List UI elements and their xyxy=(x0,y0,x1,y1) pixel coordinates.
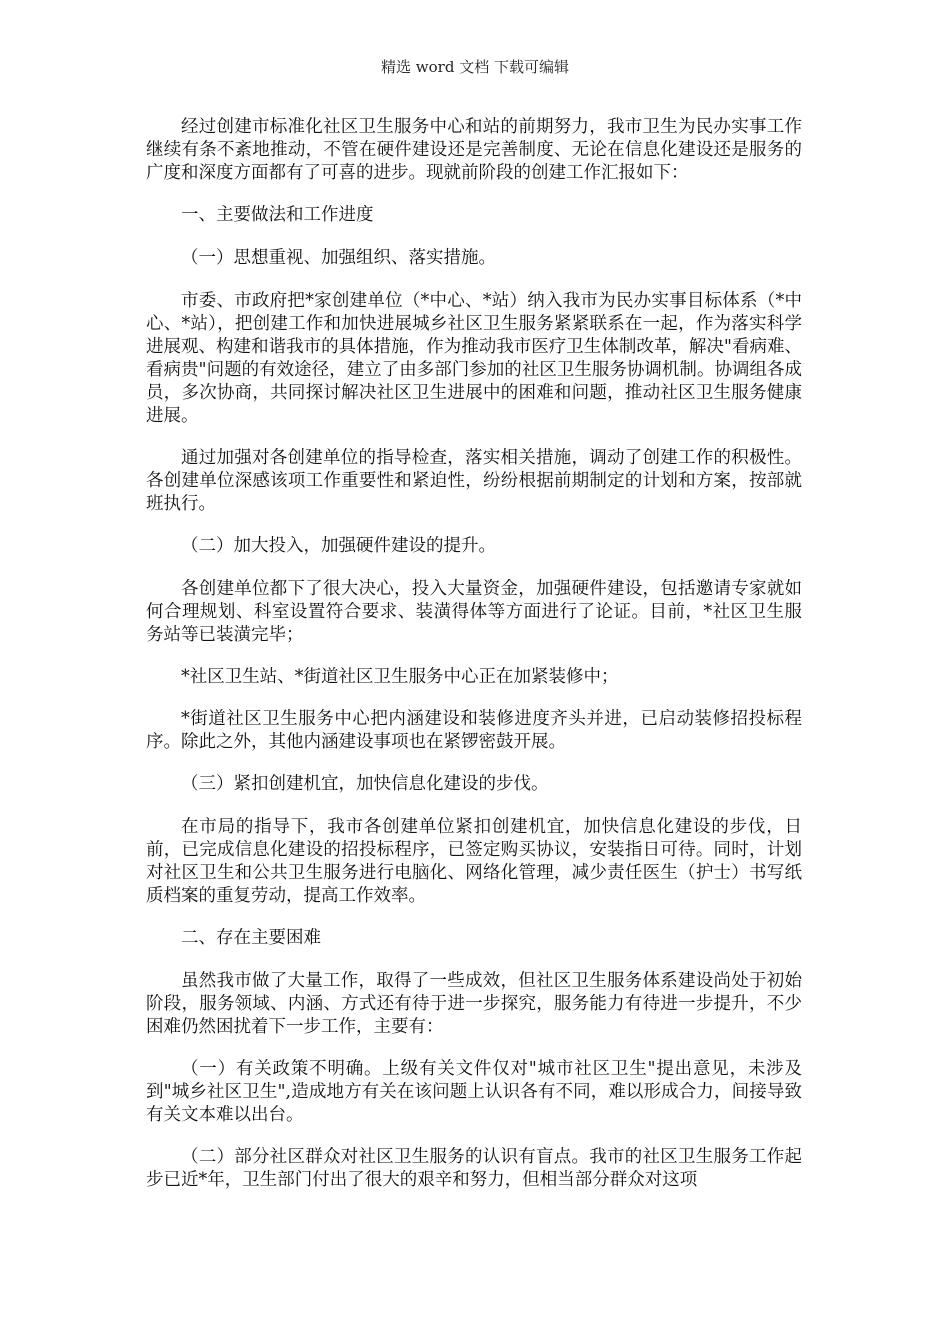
body-paragraph: （二）部分社区群众对社区卫生服务的认识有盲点。我市的社区卫生服务工作起步已近*年，卫生部门付出了很大的艰辛和努力，但相当部分群众对这项 xyxy=(146,1147,802,1190)
subsection-heading-1-1: （一）思想重视、加强组织、落实措施。 xyxy=(181,248,496,268)
body-paragraph: *街道社区卫生服务中心把内涵建设和装修进度齐头并进，已启动装修招投标程序。除此之外，其他内涵建设事项也在紧锣密鼓开展。 xyxy=(146,709,802,752)
section-heading-2: 二、存在主要困难 xyxy=(181,928,321,948)
body-paragraph: 各创建单位都下了很大决心，投入大量资金，加强硬件建设，包括邀请专家就如何合理规划、科室设置符合要求、装潢得体等方面进行了论证。目前，*社区卫生服务站等已装潢完毕； xyxy=(146,579,802,645)
intro-paragraph: 经过创建市标准化社区卫生服务中心和站的前期努力，我市卫生为民办实事工作继续有条不紊地推动，不管在硬件建设还是完善制度、无论在信息化建设还是服务的广度和深度方面都有了可喜的进步。现就前阶段的创建工作汇报如下： xyxy=(146,117,802,183)
body-paragraph: 市委、市政府把*家创建单位（*中心、*站）纳入我市为民办实事目标体系（*中心、*站），把创建工作和加快进展城乡社区卫生服务紧紧联系在一起，作为落实科学进展观、构建和谐我市的具体措施，作为推动我市医疗卫生体制改革，解决"看病难、看病贵"问题的有效途径，建立了由多部门参加的社区卫生服务协调机制。协调组各成员，多次协商，共同探讨解决社区卫生进展中的困难和问题，推动社区卫生服务健康进展。 xyxy=(146,291,802,426)
page-header: 精选 word 文档 下载可编辑 xyxy=(381,58,569,76)
subsection-heading-1-3: （三）紧扣创建机宜，加快信息化建设的步伐。 xyxy=(181,774,549,794)
body-paragraph: *社区卫生站、*街道社区卫生服务中心正在加紧装修中； xyxy=(181,667,619,687)
section-heading-1: 一、主要做法和工作进度 xyxy=(181,205,374,225)
subsection-heading-1-2: （二）加大投入，加强硬件建设的提升。 xyxy=(181,536,496,556)
document-body xyxy=(146,116,802,1211)
body-paragraph: 通过加强对各创建单位的指导检查，落实相关措施，调动了创建工作的积极性。各创建单位深感该项工作重要性和紧迫性，纷纷根据前期制定的计划和方案，按部就班执行。 xyxy=(146,448,802,514)
body-paragraph: （一）有关政策不明确。上级有关文件仅对"城市社区卫生"提出意见，未涉及到"城乡社区卫生",造成地方有关在该问题上认识各有不同，难以形成合力，间接导致有关文本难以出台。 xyxy=(146,1059,802,1125)
body-paragraph: 在市局的指导下，我市各创建单位紧扣创建机宜，加快信息化建设的步伐，日前，已完成信息化建设的招投标程序，已签定购买协议，安装指日可待。同时，计划对社区卫生和公共卫生服务进行电脑化、网络化管理，减少责任医生（护士）书写纸质档案的重复劳动，提高工作效率。 xyxy=(146,817,802,906)
body-paragraph: 虽然我市做了大量工作，取得了一些成效，但社区卫生服务体系建设尚处于初始阶段，服务领域、内涵、方式还有待于进一步探究，服务能力有待进一步提升，不少困难仍然困扰着下一步工作，主要有： xyxy=(146,971,802,1037)
